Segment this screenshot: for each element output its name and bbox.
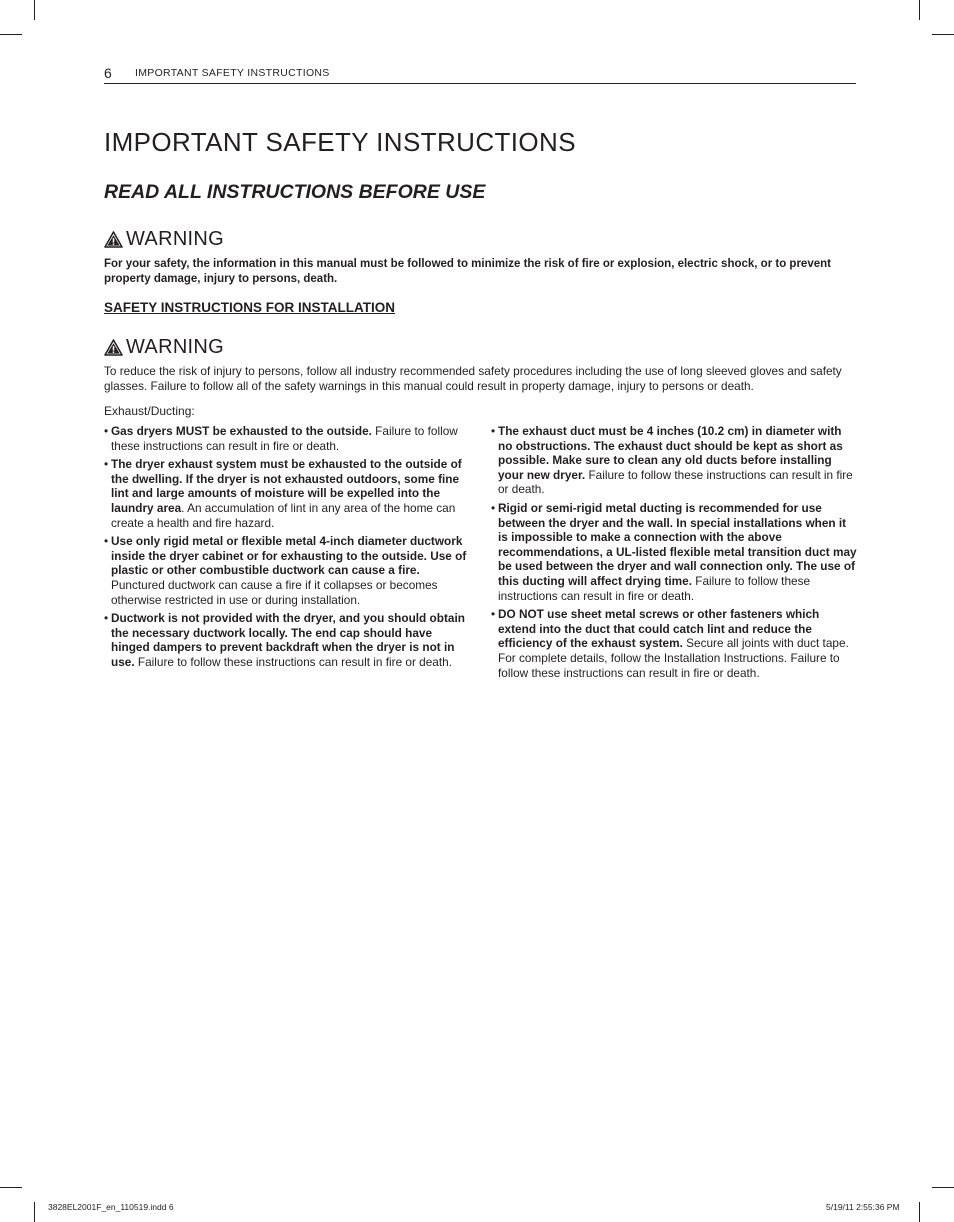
right-bullet-list [491,424,859,684]
warning-heading-1 [104,226,224,252]
crop-mark-bottom-left-horizontal [0,1187,22,1188]
bullet-text: Failure to follow these instructions can result in fire or death. [498,573,811,603]
bullet: • [491,500,496,515]
exhaust-ducting-label: Exhaust/Ducting: [104,404,195,418]
warning-label-2: WARNING [126,336,225,358]
bullet-text: Failure to follow these instructions can result in fire or death. [111,424,458,453]
bullet: • [104,611,109,626]
page-subtitle: READ ALL INSTRUCTIONS BEFORE USE [104,181,486,203]
warning-label-1: WARNING [126,228,225,250]
page-title: IMPORTANT SAFETY INSTRUCTIONS [104,127,576,157]
bullet-text: Punctured ductwork can cause a fire if it collapses or becomes otherwise restricted in use or during installation. [111,577,438,607]
left-bullet-list [104,424,472,674]
warning-2-text: To reduce the risk of injury to persons, follow all industry recommended safety procedures including the use of long sleeved gloves and safety glasses. Failure to follow all of the safety warnings in this manual could result in property damage, injury to persons or death. [104,364,842,393]
footer-timestamp: 5/19/11 2:55:36 PM [826,1202,900,1212]
bullet-bold-text: Use only rigid metal or flexible metal 4-inch diameter ductwork inside the dryer cabinet or for exhausting to the outside. Use of plastic or other combustible ductwork can cause a fire. [111,534,467,578]
list-item [104,611,472,669]
crop-mark-top-left-horizontal [0,34,22,35]
bullet-text: Failure to follow these instructions can result in fire or death. [134,654,452,669]
crop-mark-bottom-right-vertical [919,1202,920,1222]
bullet-bold-text: The exhaust duct must be 4 inches (10.2 cm) in diameter with no obstructions. The exhaust duct should be kept as short as possible. Make sure to clean any old ducts before installing your new dryer. [498,424,843,482]
bullet-text: Failure to follow these instructions can result in fire or death. [498,467,853,497]
list-item [104,534,472,607]
bullet: • [491,424,496,438]
bullet: • [104,457,109,472]
warning-triangle-icon [104,339,123,356]
bullet: • [104,424,109,438]
bullet-bold-text: Rigid or semi-rigid metal ducting is recommended for use between the dryer and the wall. In special installations when it is impossible to make a connection with the above recommendations, a UL-listed flexible metal transition duct may be used between the dryer and wall connection only. The use of this ducting will affect drying time. [498,500,857,588]
crop-mark-top-left-vertical [34,0,35,20]
bullet: • [491,607,496,622]
crop-mark-bottom-left-vertical [34,1202,35,1222]
warning-1-text: For your safety, the information in this manual must be followed to minimize the risk of fire or explosion, electric shock, or to prevent property damage, injury to persons, death. [104,258,831,285]
crop-mark-top-right-vertical [919,0,920,20]
warning-triangle-icon [104,231,123,248]
crop-mark-top-right-horizontal [932,34,954,35]
list-item [104,424,472,453]
list-item [491,501,859,603]
section-heading-installation: SAFETY INSTRUCTIONS FOR INSTALLATION [104,300,395,315]
list-item [104,457,472,530]
bullet-text: . An accumulation of lint in any area of the home can create a health and fire hazard. [111,500,456,530]
bullet-bold-text: DO NOT use sheet metal screws or other fasteners which extend into the duct that could catch lint and reduce the efficiency of the exhaust system. [498,607,820,651]
running-header [104,64,856,84]
bullet-text: Secure all joints with duct tape. For complete details, follow the Installation Instructions. Failure to follow these instructions can result in fire or death. [498,636,849,680]
warning-heading-2 [104,334,224,360]
bullet-bold-text: Ductwork is not provided with the dryer, and you should obtain the necessary ductwork locally. The end cap should have hinged dampers to prevent backdraft when the dryer is not in use. [111,611,465,669]
header-title: IMPORTANT SAFETY INSTRUCTIONS [135,67,330,79]
page-number: 6 [104,65,112,81]
crop-mark-bottom-right-horizontal [932,1187,954,1188]
bullet-bold-text: Gas dryers MUST be exhausted to the outside. [111,424,372,438]
list-item [491,607,859,680]
bullet-bold-text: The dryer exhaust system must be exhausted to the outside of the dwelling. If the dryer is not exhausted outdoors, some fine lint and large amounts of moisture will be expelled into the laundry area [111,457,462,515]
footer-filename: 3828EL2001F_en_110519.indd 6 [48,1202,174,1212]
bullet: • [104,534,109,549]
list-item [491,424,859,497]
